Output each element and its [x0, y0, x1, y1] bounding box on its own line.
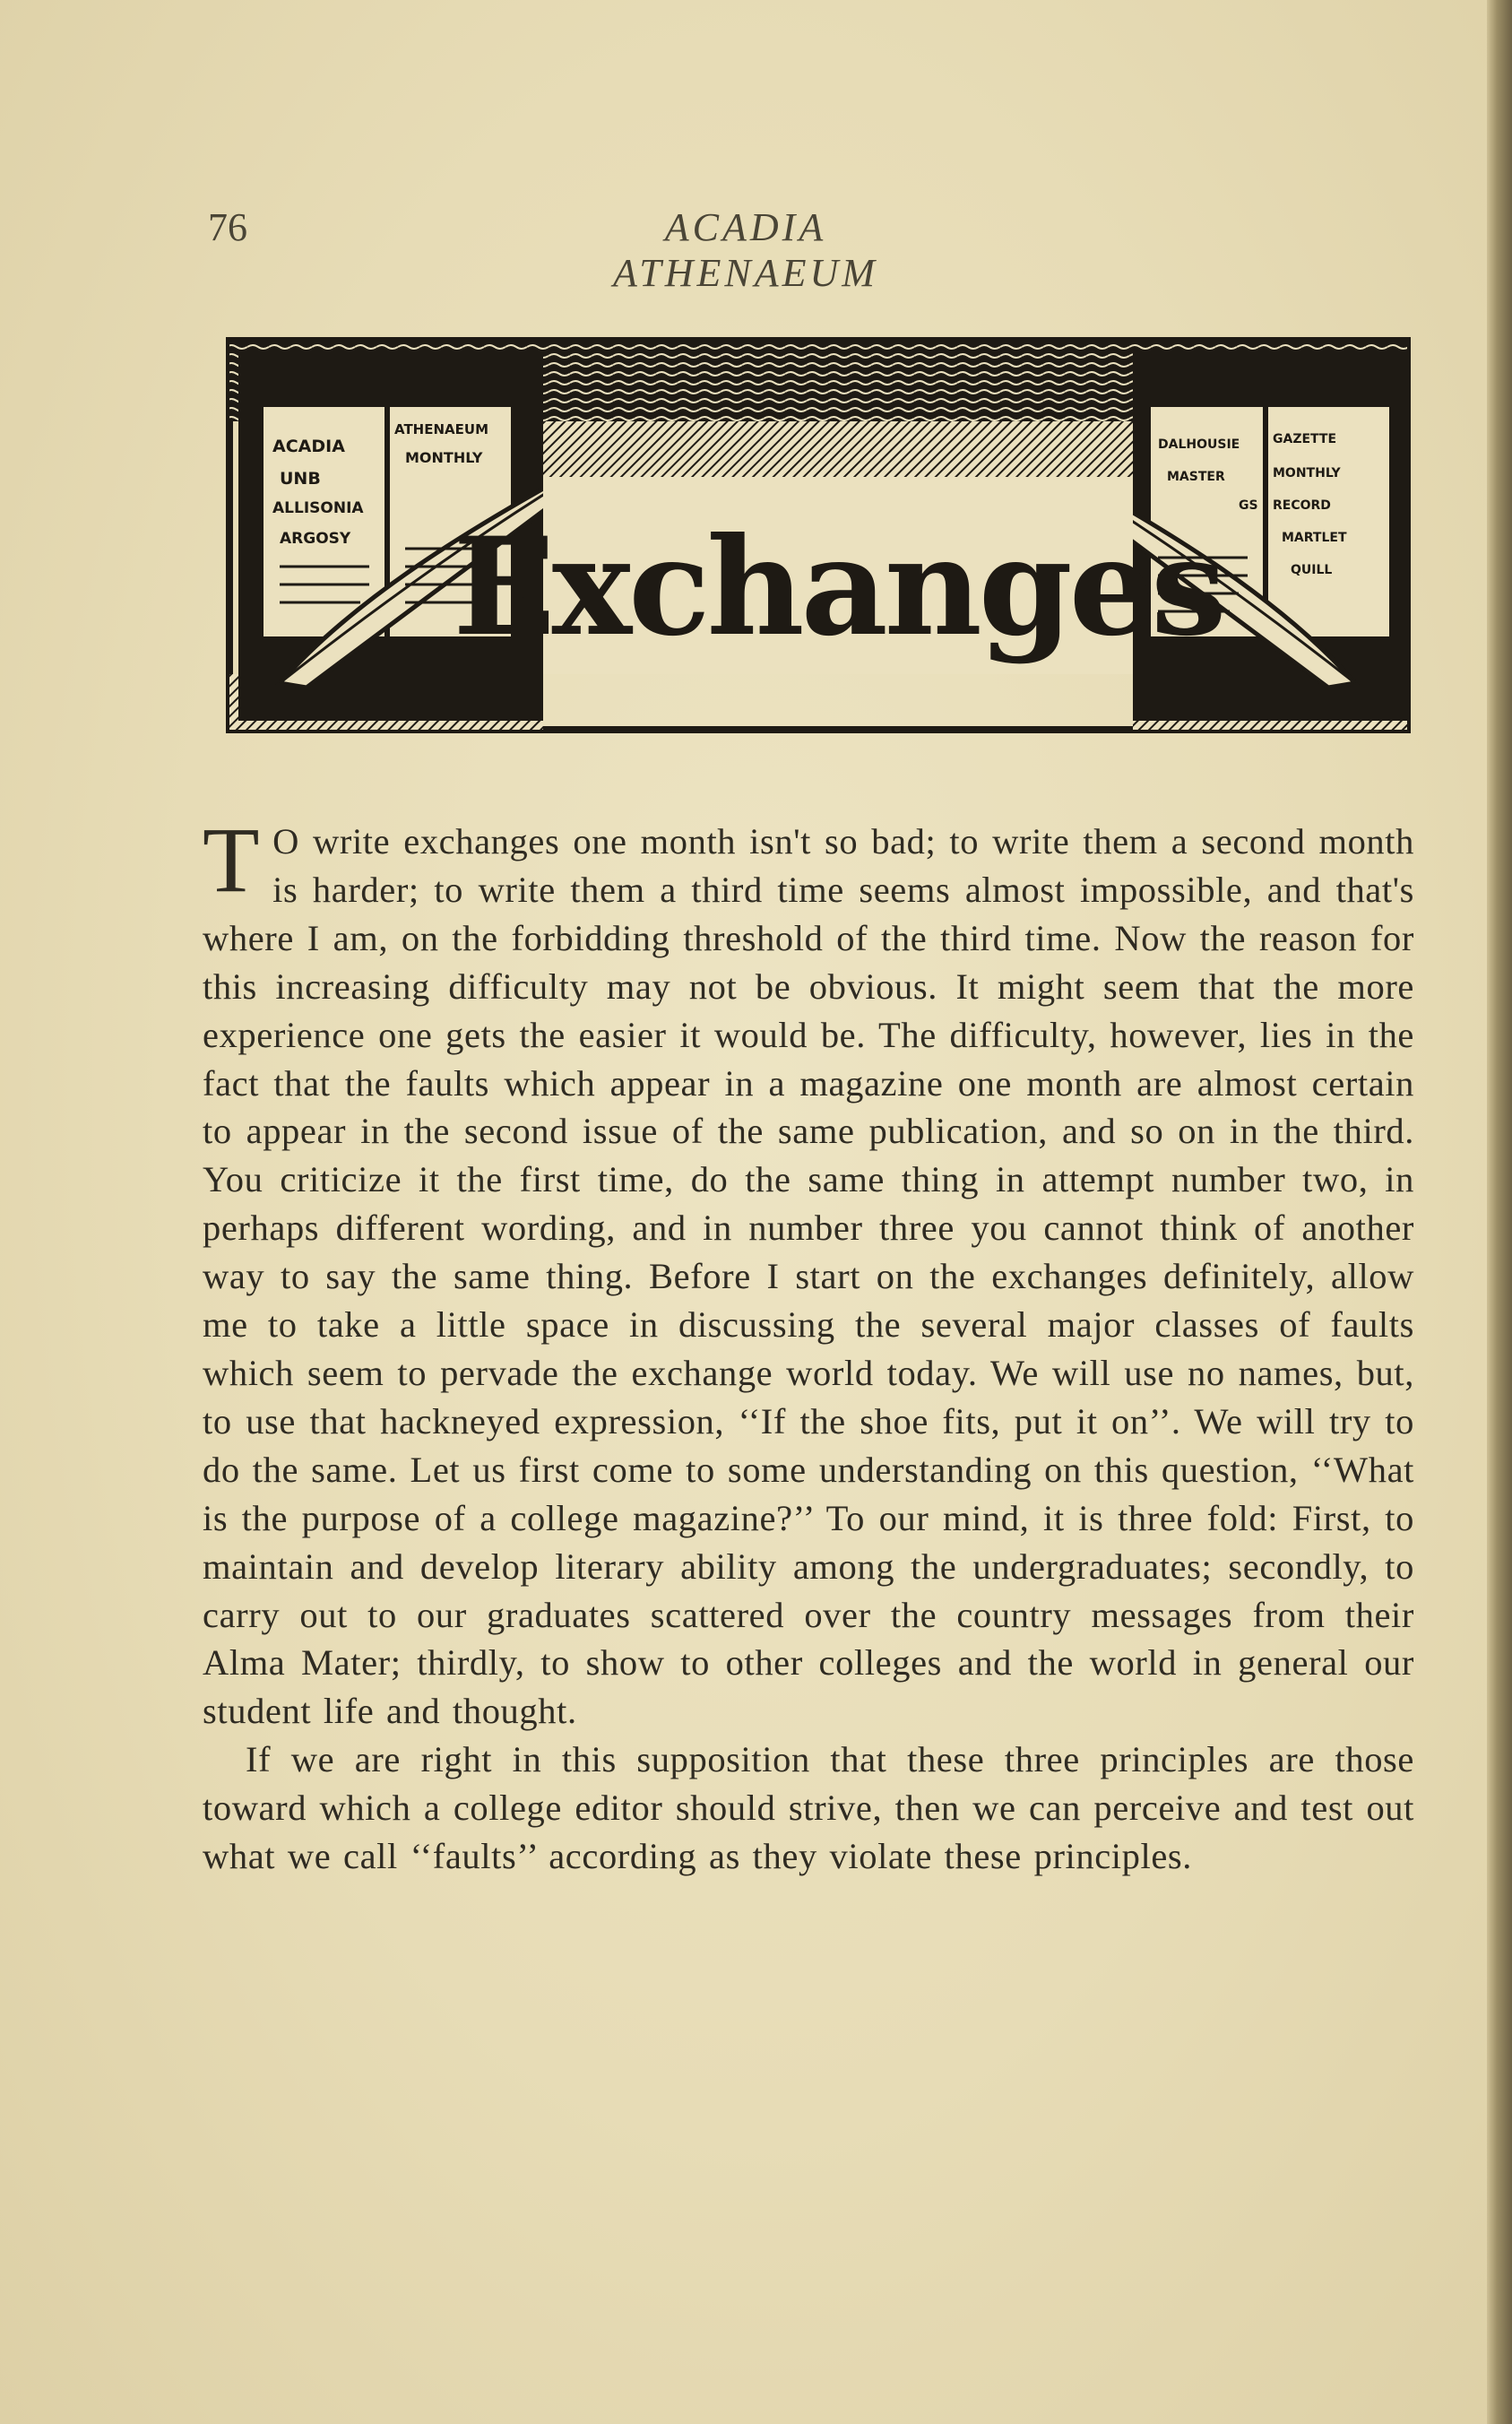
page-number: 76	[208, 205, 247, 249]
left-book-name-5: ALLISONIA	[272, 499, 364, 517]
page-header	[208, 204, 1115, 295]
right-book-name-4: MONTHLY	[1273, 466, 1341, 480]
article-paragraph-1-text: O write exchanges one month isn't so bad; to write them a second month is harder; to write them a third time seems almost impossible, and that's where I am, on the forbidding threshold of the third time. Now the reason for this increasing difficulty may not be obvious. It might seem that the more experience one gets the easier it would be. The difficulty, however, lies in the fact that the faults which appear in a magazine one month are almost certain to appear in the second issue of the same publication, and so on in the third. You criticize it the first time, do the same thing in attempt number two, in perhaps different wording, and in number three you cannot think of another way to say the same thing. Before I start on the exchanges definitely, allow me to take a little space in discussing the several major classes of faults which seem to pervade the exchange world today. We will use no names, but, to use that hackneyed expression, ‘‘If the shoe fits, put it on’’. We will try to do the same. Let us first come to some understanding on this question, ‘‘What is the purpose of a college magazine?’’ To our mind, it is three fold: First, to maintain and develop literary ability among the undergraduates; secondly, to carry out to our graduates scattered over the country messages from their Alma Mater; thirdly, to show to other colleges and the world in general our student life and thought.	[203, 821, 1414, 1732]
exchanges-banner-illustration	[226, 333, 1411, 737]
exchanges-banner	[226, 333, 1411, 737]
right-book-name-6: RECORD	[1273, 498, 1331, 513]
article-paragraph-2: If we are right in this supposition that these three principles are those toward which a college editor should strive, then we can perceive and test out what we call ‘‘faults’’ according as they violate these principles.	[203, 1739, 1414, 1877]
left-book-name-3: UNB	[280, 469, 321, 489]
article-body	[203, 809, 1414, 1881]
right-book-name-3: MASTER	[1167, 470, 1225, 484]
running-title: ACADIA ATHENAEUM	[613, 205, 878, 295]
right-book-name-7: MARTLET	[1282, 531, 1347, 545]
right-book-name-8: QUILL	[1291, 563, 1333, 577]
right-book-name-2: GAZETTE	[1273, 432, 1337, 446]
left-book-name-6: ARGOSY	[280, 530, 351, 548]
drop-cap: T	[203, 809, 261, 912]
left-book-name-2: ATHENAEUM	[394, 421, 488, 437]
right-book-name-1: DALHOUSIE	[1158, 437, 1240, 452]
book-spine-edge	[1487, 0, 1512, 2424]
left-book-name-1: ACADIA	[272, 437, 345, 456]
right-book-name-5: GS	[1239, 498, 1258, 513]
article-paragraph-1	[203, 809, 1414, 1736]
banner-title: Exchanges	[453, 508, 1223, 666]
left-book-name-4: MONTHLY	[405, 449, 483, 466]
